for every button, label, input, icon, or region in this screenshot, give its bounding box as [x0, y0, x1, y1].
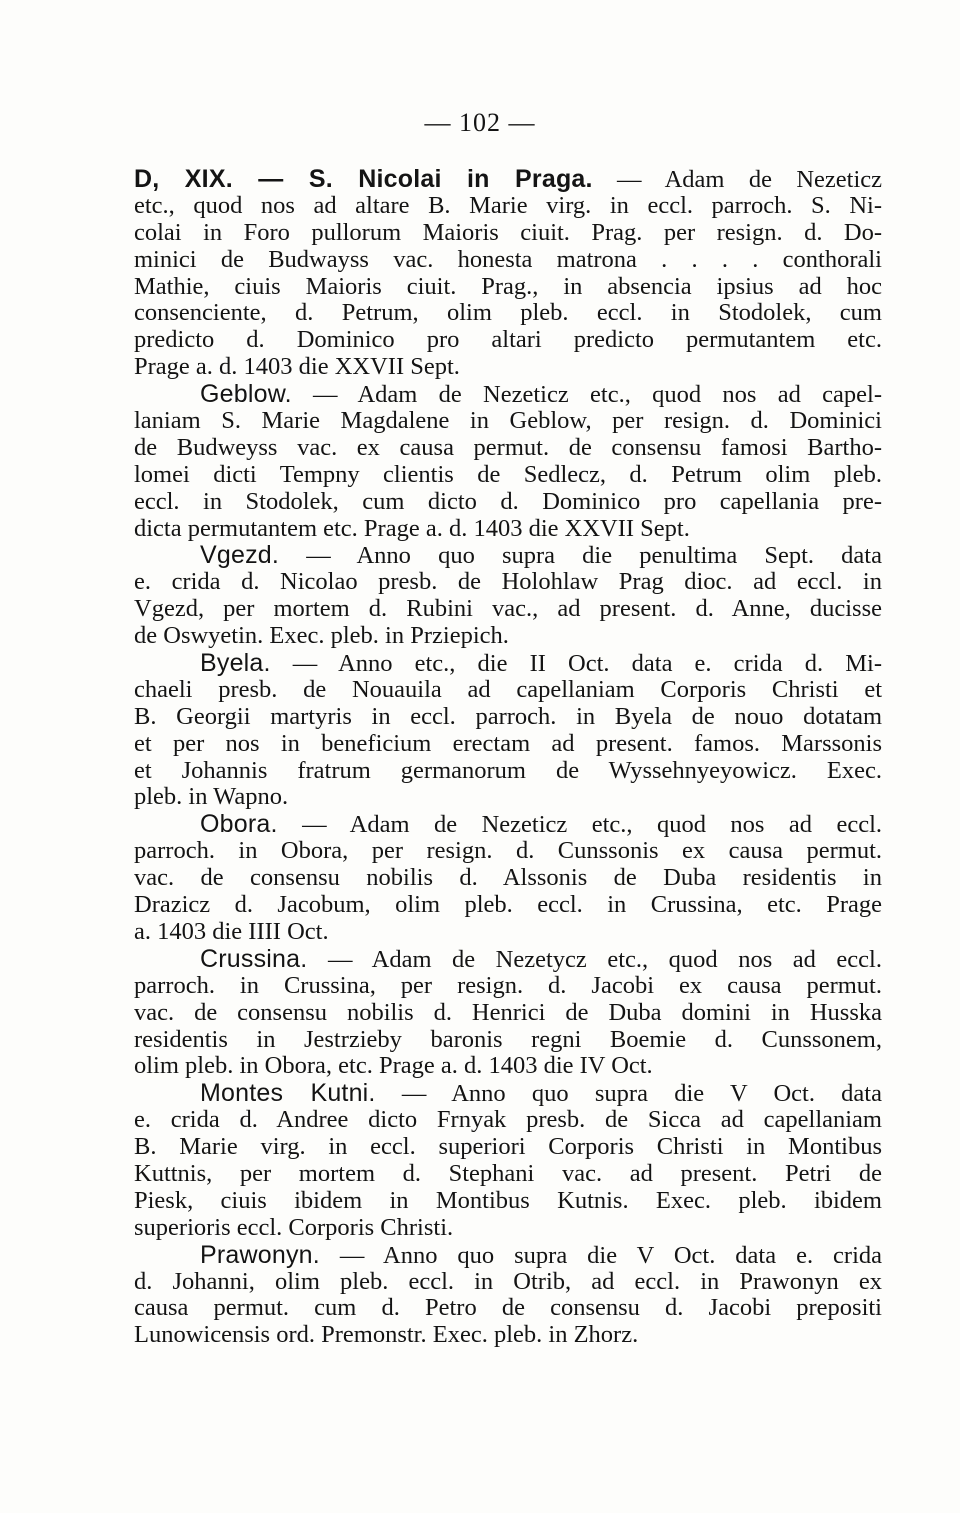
entry-heading: Prawonyn.: [200, 1240, 320, 1269]
entry-heading: Obora.: [200, 810, 278, 839]
entry-line: [134, 677, 882, 704]
entry-line: [134, 973, 882, 1000]
entry-line: [134, 838, 882, 865]
document-body: [134, 166, 882, 1349]
entry-first-line: [134, 166, 882, 193]
entry-line: [134, 569, 882, 596]
entry-line: [134, 247, 882, 274]
entry-line: [134, 1322, 882, 1349]
entry-line: [134, 354, 882, 381]
entry-text: B. Georgii martyris in eccl. parroch. in Byela de nouo dotatam: [134, 702, 882, 730]
entry-line: [134, 489, 882, 516]
entry-first-line: [134, 542, 882, 569]
entry-text: Drazicz d. Jacobum, olim pleb. eccl. in Crussina, etc. Prage: [134, 891, 882, 919]
entry-text: et per nos in beneficium erectam ad present. famos. Marssonis: [134, 729, 882, 757]
entry-heading: Geblow.: [200, 380, 292, 409]
entry-text: d. Johanni, olim pleb. eccl. in Otrib, ad eccl. in Prawonyn ex: [134, 1267, 882, 1295]
page-number: — 102 —: [424, 108, 536, 137]
entry-line: [134, 731, 882, 758]
entry-heading: Montes Kutni.: [200, 1079, 376, 1108]
entry-text: Vgezd, per mortem d. Rubini vac., ad present. d. Anne, ducisse: [134, 595, 882, 623]
entry-line: [134, 1107, 882, 1134]
entry-text: Kuttnis, per mortem d. Stephani vac. ad present. Petri de: [134, 1159, 882, 1187]
entry-text: superioris eccl. Corporis Christi.: [134, 1213, 454, 1241]
entry-line: [134, 596, 882, 623]
entry-text: de Oswyetin. Exec. pleb. in Prziepich.: [134, 622, 509, 650]
entry-line: [134, 220, 882, 247]
entry-text: predicto d. Dominico pro altari predicto permutantem etc.: [134, 326, 882, 354]
entry-text: — Anno quo supra die V Oct. data e. crida: [319, 1241, 882, 1269]
entry-text: — Adam de Nezetycz etc., quod nos ad eccl.: [307, 945, 882, 973]
entry-text: Prage a. d. 1403 die XXVII Sept.: [134, 353, 460, 381]
entry-first-line: [134, 650, 882, 677]
entry-line: [134, 327, 882, 354]
entry-line: [134, 274, 882, 301]
entry-text: e. crida d. Andree dicto Frnyak presb. de Sicca ad capellaniam: [134, 1106, 882, 1134]
entry-text: laniam S. Marie Magdalene in Geblow, per resign. d. Dominici: [134, 407, 882, 435]
entry-text: Lunowicensis ord. Premonstr. Exec. pleb. in Zhorz.: [134, 1321, 639, 1349]
entry-line: [134, 1295, 882, 1322]
entry-line: [134, 516, 882, 543]
entry-line: [134, 704, 882, 731]
entry-text: etc., quod nos ad altare B. Marie virg. in eccl. parroch. S. Ni-: [134, 191, 882, 219]
entry-first-line: [134, 811, 882, 838]
entry-text: olim pleb. in Obora, etc. Prage a. d. 1403 die IV Oct.: [134, 1052, 653, 1080]
entry-first-line: [134, 381, 882, 408]
entry-text: parroch. in Obora, per resign. d. Cunssonis ex causa permut.: [134, 837, 882, 865]
entry-text: consenciente, d. Petrum, olim pleb. eccl. in Stodolek, cum: [134, 299, 882, 327]
entry-text: Mathie, ciuis Maioris ciuit. Prag., in absencia ipsius ad hoc: [134, 272, 882, 300]
entry-text: e. crida d. Nicolao presb. de Holohlaw Prag dioc. ad eccl. in: [134, 568, 882, 596]
entry-line: [134, 865, 882, 892]
entry-heading: Crussina.: [200, 944, 308, 973]
entry-line: [134, 919, 882, 946]
entry-text: chaeli presb. de Nouauila ad capellaniam Corporis Christi et: [134, 675, 882, 703]
entry-line: [134, 1161, 882, 1188]
entry-text: vac. de consensu nobilis d. Alssonis de Duba residentis in: [134, 864, 882, 892]
entry-text: eccl. in Stodolek, cum dicto d. Dominico pro capellania pre-: [134, 487, 882, 515]
entry-text: vac. de consensu nobilis d. Henrici de Duba domini in Husska: [134, 998, 882, 1026]
entry-text: colai in Foro pullorum Maioris ciuit. Prag. per resign. d. Do-: [134, 218, 882, 246]
entry-first-line: [134, 1080, 882, 1107]
entry-text: causa permut. cum d. Petro de consensu d. Jacobi prepositi: [134, 1294, 882, 1322]
entry-line: [134, 892, 882, 919]
entry-heading: Vgezd.: [200, 541, 280, 570]
entry-text: Piesk, ciuis ibidem in Montibus Kutnis. Exec. pleb. ibidem: [134, 1186, 882, 1214]
entry-line: [134, 623, 882, 650]
entry-text: pleb. in Wapno.: [134, 783, 289, 811]
entry-line: [134, 758, 882, 785]
entry-heading: Byela.: [200, 649, 271, 678]
entry-first-line: [134, 946, 882, 973]
entry-text: — Anno quo supra die penultima Sept. data: [279, 542, 882, 570]
entry-text: lomei dicti Tempny clientis de Sedlecz, d. Petrum olim pleb.: [134, 460, 882, 488]
entry-line: [134, 408, 882, 435]
entry-line: [134, 1134, 882, 1161]
entry-line: [134, 193, 882, 220]
entry-first-line: [134, 1242, 882, 1269]
entry-text: dicta permutantem etc. Prage a. d. 1403 die XXVII Sept.: [134, 514, 690, 542]
entry-line: [134, 300, 882, 327]
entry-text: — Adam de Nezeticz: [592, 166, 883, 193]
entry-text: — Anno quo supra die V Oct. data: [375, 1080, 882, 1108]
entry-line: [134, 1215, 882, 1242]
entry-line: [134, 1027, 882, 1054]
entry-text: residentis in Jestrzieby baronis regni Boemie d. Cunssonem,: [134, 1025, 882, 1053]
entry-line: [134, 1269, 882, 1296]
entry-text: minici de Budwayss vac. honesta matrona . . . . conthorali: [134, 245, 882, 273]
entry-line: [134, 784, 882, 811]
entry-text: — Adam de Nezeticz etc., quod nos ad eccl.: [277, 811, 882, 839]
entry-text: — Anno etc., die II Oct. data e. crida d. Mi-: [270, 650, 882, 678]
entry-heading: D, XIX. — S. Nicolai in Praga.: [134, 165, 593, 193]
entry-text: a. 1403 die IIII Oct.: [134, 917, 329, 945]
entry-line: [134, 462, 882, 489]
entry-text: et Johannis fratrum germanorum de Wyssehnyeyowicz. Exec.: [134, 756, 882, 784]
entry-line: [134, 1053, 882, 1080]
entry-text: de Budweyss vac. ex causa permut. de consensu famosi Bartho-: [134, 433, 882, 461]
entry-line: [134, 1000, 882, 1027]
entry-line: [134, 1188, 882, 1215]
entry-text: B. Marie virg. in eccl. superiori Corporis Christi in Montibus: [134, 1133, 882, 1161]
entry-text: parroch. in Crussina, per resign. d. Jacobi ex causa permut.: [134, 971, 882, 999]
entry-line: [134, 435, 882, 462]
entry-text: — Adam de Nezeticz etc., quod nos ad capel-: [291, 381, 882, 409]
